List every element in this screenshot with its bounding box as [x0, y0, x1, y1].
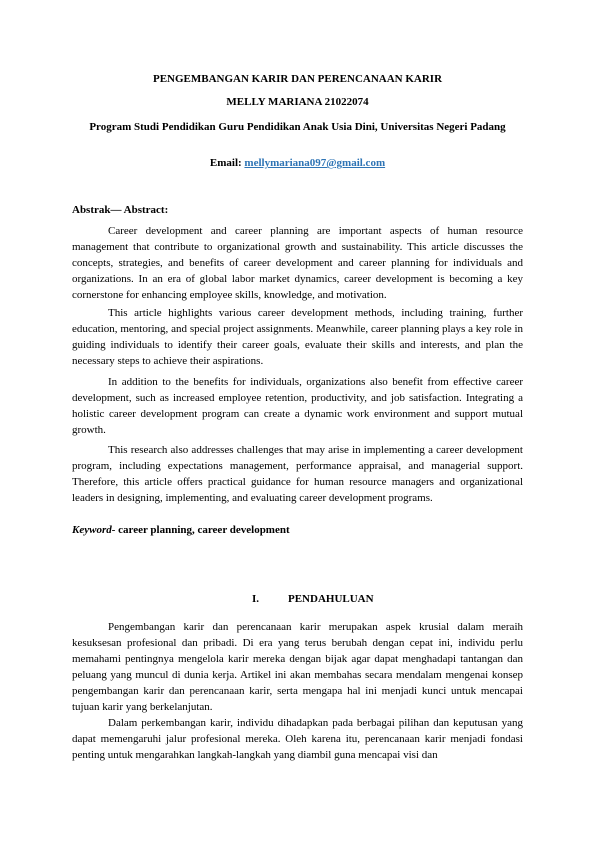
email-link[interactable]: mellymariana097@gmail.com	[244, 157, 386, 169]
keywords-text: career planning, career development	[115, 524, 290, 536]
email-label: Email:	[209, 157, 242, 169]
body-paragraph: Pengembangan karir dan perencanaan karir merupakan aspek krusial dalam meraih kesuksesan profesional dan pribadi. Di era yang terus berubah dengan cepat ini, individu perlu memahami pentingnya mengelola karir mereka dengan bijak agar dapat menghadapi tantangan dan peluang yang muncul di dunia kerja. Artikel ini akan membahas secara mendalam mengenai konsep pengembangan karir dan perencanaan karir, serta mengapa hal ini menjadi kunci untuk mencapai tujuan karir yang berkelanjutan.	[72, 621, 523, 713]
abstract-paragraph: This article highlights various career development methods, including training, further education, mentoring, and special project assignments. Meanwhile, career planning plays a key role in guiding individuals to identify their career goals, evaluate their skills and interests, and plan the necessary steps to achieve their aspirations.	[72, 307, 523, 367]
keywords-line	[72, 524, 290, 536]
affiliation: Program Studi Pendidikan Guru Pendidikan Anak Usia Dini, Universitas Negeri Padang	[89, 121, 506, 133]
section-title: PENDAHULUAN	[288, 593, 374, 605]
author-line: MELLY MARIANA 21022074	[226, 96, 369, 108]
body-paragraph: Dalam perkembangan karir, individu dihadapkan pada berbagai pilihan dan keputusan yang dapat memengaruhi jalur profesional mereka. Oleh karena itu, perencanaan karir menjadi fondasi penting untuk mengarahkan langkah-langkah yang diambil guna mencapai visi dan	[72, 717, 523, 761]
abstract-paragraph: Career development and career planning are important aspects of human resource management that contribute to organizational growth and sustainability. This article discusses the concepts, strategies, and benefits of career development and career planning for individuals and organizations. In an era of global labor market dynamics, career development is becoming a key cornerstone for enhancing employee skills, knowledge, and motivation.	[72, 225, 523, 301]
section-number: I.	[252, 593, 260, 605]
abstract-paragraph: This research also addresses challenges that may arise in implementing a career development program, including expectations management, performance appraisal, and managerial support. Therefore, this article offers practical guidance for human resource managers and organizational leaders in designing, implementing, and evaluating career development programs.	[72, 444, 523, 504]
email-line	[72, 156, 523, 171]
abstract-heading: Abstrak— Abstract:	[72, 204, 169, 216]
keywords-label: Keyword-	[72, 524, 116, 536]
abstract-paragraph: In addition to the benefits for individuals, organizations also benefit from effective career development, such as increased employee retention, productivity, and job satisfaction. Integrating a holistic career development program can create a dynamic work environment and support mutual growth.	[72, 376, 523, 436]
paper-title: PENGEMBANGAN KARIR DAN PERENCANAAN KARIR	[152, 73, 443, 85]
